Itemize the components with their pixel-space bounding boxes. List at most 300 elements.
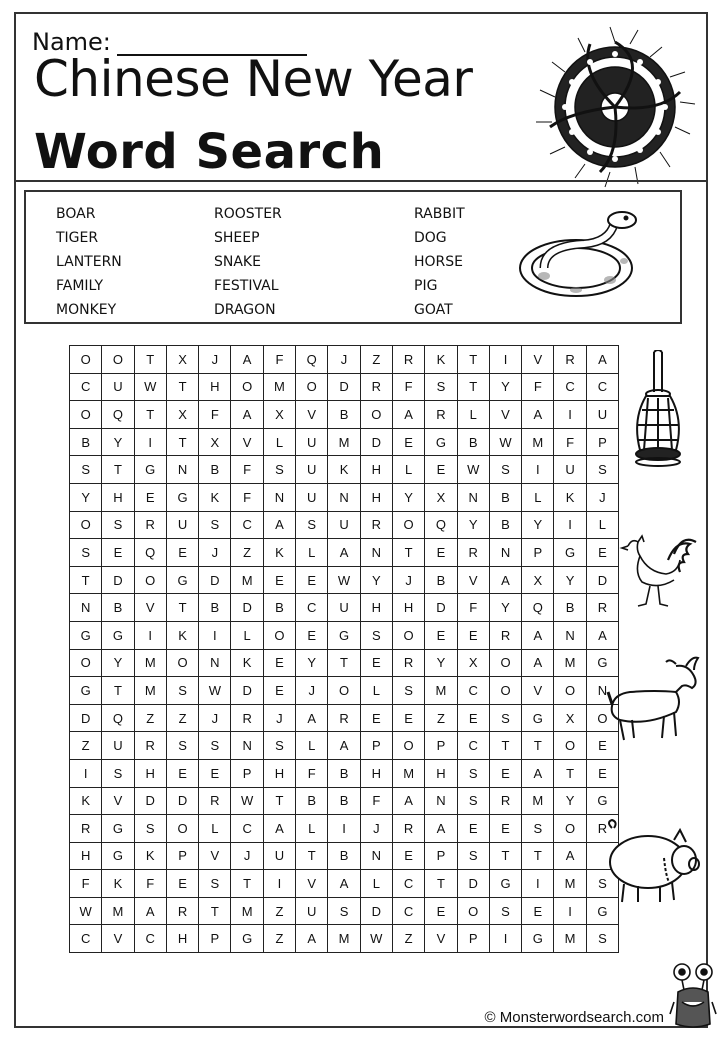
grid-cell[interactable]: J	[231, 842, 263, 870]
grid-cell[interactable]: G	[328, 621, 360, 649]
grid-cell[interactable]: N	[360, 842, 392, 870]
grid-cell[interactable]: B	[328, 759, 360, 787]
grid-cell[interactable]: K	[263, 539, 295, 567]
grid-cell[interactable]: S	[70, 539, 102, 567]
grid-cell[interactable]: Y	[296, 649, 328, 677]
grid-cell[interactable]: Z	[70, 732, 102, 760]
grid-cell[interactable]: O	[70, 649, 102, 677]
grid-cell[interactable]: O	[489, 677, 521, 705]
grid-cell[interactable]: J	[263, 704, 295, 732]
grid-cell[interactable]: A	[231, 401, 263, 429]
grid-cell[interactable]: O	[586, 704, 618, 732]
grid-cell[interactable]: K	[199, 483, 231, 511]
grid-cell[interactable]: N	[554, 621, 586, 649]
grid-cell[interactable]: I	[554, 511, 586, 539]
grid-cell[interactable]: F	[554, 428, 586, 456]
grid-cell[interactable]: I	[199, 621, 231, 649]
grid-cell[interactable]: R	[489, 787, 521, 815]
grid-cell[interactable]: W	[489, 428, 521, 456]
grid-cell[interactable]: A	[231, 346, 263, 374]
grid-cell[interactable]: A	[554, 842, 586, 870]
grid-cell[interactable]: E	[425, 621, 457, 649]
grid-cell[interactable]: A	[586, 346, 618, 374]
grid-cell[interactable]: G	[102, 621, 134, 649]
grid-cell[interactable]: Z	[166, 704, 198, 732]
grid-cell[interactable]: F	[134, 870, 166, 898]
grid-cell[interactable]: T	[522, 732, 554, 760]
grid-cell[interactable]: S	[457, 842, 489, 870]
grid-cell[interactable]: P	[425, 842, 457, 870]
grid-cell[interactable]: O	[296, 373, 328, 401]
grid-cell[interactable]: F	[522, 373, 554, 401]
grid-cell[interactable]: N	[586, 677, 618, 705]
grid-cell[interactable]: C	[586, 373, 618, 401]
grid-cell[interactable]: O	[392, 621, 424, 649]
grid-cell[interactable]: Y	[554, 787, 586, 815]
grid-cell[interactable]: B	[328, 787, 360, 815]
grid-cell[interactable]: L	[199, 815, 231, 843]
grid-cell[interactable]: E	[102, 539, 134, 567]
grid-cell[interactable]: J	[392, 566, 424, 594]
grid-cell[interactable]: D	[425, 594, 457, 622]
grid-cell[interactable]: E	[586, 759, 618, 787]
grid-cell[interactable]: V	[134, 594, 166, 622]
grid-cell[interactable]: M	[554, 649, 586, 677]
grid-cell[interactable]: T	[489, 732, 521, 760]
grid-cell[interactable]: H	[134, 759, 166, 787]
grid-cell[interactable]: P	[360, 732, 392, 760]
grid-cell[interactable]: E	[522, 897, 554, 925]
grid-cell[interactable]: S	[199, 511, 231, 539]
grid-cell[interactable]: R	[199, 787, 231, 815]
grid-cell[interactable]: X	[263, 401, 295, 429]
grid-cell[interactable]: M	[231, 566, 263, 594]
grid-cell[interactable]: B	[102, 594, 134, 622]
grid-cell[interactable]: M	[102, 897, 134, 925]
grid-cell[interactable]: Y	[522, 511, 554, 539]
grid-cell[interactable]: L	[360, 677, 392, 705]
grid-cell[interactable]: T	[134, 346, 166, 374]
grid-cell[interactable]: D	[231, 677, 263, 705]
grid-cell[interactable]: B	[70, 428, 102, 456]
grid-cell[interactable]: S	[586, 925, 618, 953]
grid-cell[interactable]: T	[457, 346, 489, 374]
grid-cell[interactable]: W	[360, 925, 392, 953]
grid-cell[interactable]: C	[554, 373, 586, 401]
grid-cell[interactable]: S	[296, 511, 328, 539]
grid-cell[interactable]: I	[328, 815, 360, 843]
grid-cell[interactable]: M	[554, 925, 586, 953]
grid-cell[interactable]: S	[457, 759, 489, 787]
grid-cell[interactable]: B	[199, 456, 231, 484]
grid-cell[interactable]: U	[586, 401, 618, 429]
grid-cell[interactable]: A	[392, 401, 424, 429]
grid-cell[interactable]: G	[489, 870, 521, 898]
grid-cell[interactable]: C	[231, 815, 263, 843]
grid-cell[interactable]: E	[166, 539, 198, 567]
grid-cell[interactable]: E	[296, 621, 328, 649]
grid-cell[interactable]: U	[166, 511, 198, 539]
grid-cell[interactable]: Y	[554, 566, 586, 594]
grid-cell[interactable]: U	[296, 456, 328, 484]
grid-cell[interactable]: N	[263, 483, 295, 511]
grid-cell[interactable]: T	[166, 373, 198, 401]
grid-cell[interactable]: R	[134, 732, 166, 760]
grid-cell[interactable]: S	[489, 456, 521, 484]
grid-cell[interactable]: E	[296, 566, 328, 594]
grid-cell[interactable]: Z	[392, 925, 424, 953]
grid-cell[interactable]: T	[522, 842, 554, 870]
grid-cell[interactable]: Q	[296, 346, 328, 374]
grid-cell[interactable]: A	[392, 787, 424, 815]
grid-cell[interactable]: R	[134, 511, 166, 539]
grid-cell[interactable]: D	[457, 870, 489, 898]
grid-cell[interactable]: E	[392, 842, 424, 870]
grid-cell[interactable]: W	[457, 456, 489, 484]
grid-cell[interactable]: A	[489, 566, 521, 594]
grid-cell[interactable]: F	[296, 759, 328, 787]
grid-cell[interactable]: E	[263, 566, 295, 594]
grid-cell[interactable]: F	[70, 870, 102, 898]
grid-cell[interactable]: N	[425, 787, 457, 815]
grid-cell[interactable]: E	[360, 649, 392, 677]
grid-cell[interactable]: J	[360, 815, 392, 843]
grid-cell[interactable]: O	[360, 401, 392, 429]
grid-cell[interactable]: B	[425, 566, 457, 594]
grid-cell[interactable]: B	[328, 842, 360, 870]
grid-cell[interactable]: U	[102, 373, 134, 401]
grid-cell[interactable]: Q	[134, 539, 166, 567]
grid-cell[interactable]: U	[296, 483, 328, 511]
grid-cell[interactable]: Z	[360, 346, 392, 374]
grid-cell[interactable]: N	[328, 483, 360, 511]
grid-cell[interactable]: X	[199, 428, 231, 456]
grid-cell[interactable]: V	[102, 925, 134, 953]
grid-cell[interactable]: A	[296, 925, 328, 953]
grid-cell[interactable]: Y	[102, 428, 134, 456]
grid-cell[interactable]: V	[199, 842, 231, 870]
grid-cell[interactable]: K	[425, 346, 457, 374]
grid-cell[interactable]: A	[425, 815, 457, 843]
grid-cell[interactable]: Q	[522, 594, 554, 622]
grid-cell[interactable]: X	[425, 483, 457, 511]
grid-cell[interactable]: I	[522, 456, 554, 484]
grid-cell[interactable]: L	[231, 621, 263, 649]
grid-cell[interactable]: S	[102, 511, 134, 539]
grid-cell[interactable]: W	[134, 373, 166, 401]
grid-cell[interactable]: L	[360, 870, 392, 898]
grid-cell[interactable]: N	[199, 649, 231, 677]
grid-cell[interactable]: I	[489, 346, 521, 374]
grid-cell[interactable]: O	[166, 815, 198, 843]
grid-cell[interactable]: M	[263, 373, 295, 401]
grid-cell[interactable]: E	[457, 704, 489, 732]
grid-cell[interactable]: N	[166, 456, 198, 484]
grid-cell[interactable]: V	[522, 677, 554, 705]
grid-cell[interactable]: V	[522, 346, 554, 374]
grid-cell[interactable]: X	[554, 704, 586, 732]
grid-cell[interactable]: D	[328, 373, 360, 401]
grid-cell[interactable]: E	[586, 539, 618, 567]
grid-cell[interactable]: V	[489, 401, 521, 429]
grid-cell[interactable]: F	[199, 401, 231, 429]
grid-cell[interactable]: R	[489, 621, 521, 649]
grid-cell[interactable]: K	[70, 787, 102, 815]
grid-cell[interactable]: G	[586, 897, 618, 925]
grid-cell[interactable]: R	[425, 401, 457, 429]
grid-cell[interactable]: M	[328, 925, 360, 953]
grid-cell[interactable]: S	[199, 870, 231, 898]
grid-cell[interactable]: Y	[392, 483, 424, 511]
grid-cell[interactable]: E	[392, 428, 424, 456]
grid-cell[interactable]: L	[263, 428, 295, 456]
grid-cell[interactable]: H	[360, 594, 392, 622]
grid-cell[interactable]: Q	[102, 401, 134, 429]
grid-cell[interactable]: E	[425, 897, 457, 925]
grid-cell[interactable]: Z	[231, 539, 263, 567]
grid-cell[interactable]: D	[199, 566, 231, 594]
grid-cell[interactable]: K	[554, 483, 586, 511]
grid-cell[interactable]: C	[392, 897, 424, 925]
grid-cell[interactable]: S	[489, 897, 521, 925]
grid-cell[interactable]: M	[425, 677, 457, 705]
grid-cell[interactable]: F	[360, 787, 392, 815]
grid-cell[interactable]: R	[166, 897, 198, 925]
grid-cell[interactable]: F	[457, 594, 489, 622]
grid-cell[interactable]: U	[328, 511, 360, 539]
grid-cell[interactable]: S	[263, 456, 295, 484]
grid-cell[interactable]: X	[457, 649, 489, 677]
grid-cell[interactable]: O	[231, 373, 263, 401]
grid-cell[interactable]: I	[522, 870, 554, 898]
grid-cell[interactable]: D	[360, 897, 392, 925]
grid-cell[interactable]: K	[134, 842, 166, 870]
grid-cell[interactable]: Y	[489, 594, 521, 622]
grid-cell[interactable]: A	[134, 897, 166, 925]
grid-cell[interactable]: C	[457, 732, 489, 760]
copyright-footer[interactable]: © Monsterwordsearch.com	[484, 1009, 664, 1026]
grid-cell[interactable]: A	[328, 870, 360, 898]
grid-cell[interactable]: B	[489, 511, 521, 539]
grid-cell[interactable]: G	[102, 815, 134, 843]
grid-cell[interactable]: D	[134, 787, 166, 815]
grid-cell[interactable]: C	[457, 677, 489, 705]
grid-cell[interactable]: A	[296, 704, 328, 732]
grid-cell[interactable]: S	[489, 704, 521, 732]
grid-cell[interactable]: T	[425, 870, 457, 898]
grid-cell[interactable]: K	[328, 456, 360, 484]
grid-cell[interactable]: N	[231, 732, 263, 760]
grid-cell[interactable]: S	[70, 456, 102, 484]
grid-cell[interactable]: R	[70, 815, 102, 843]
grid-cell[interactable]: P	[586, 428, 618, 456]
grid-cell[interactable]: N	[457, 483, 489, 511]
grid-cell[interactable]: D	[166, 787, 198, 815]
grid-cell[interactable]: A	[328, 539, 360, 567]
grid-cell[interactable]: L	[457, 401, 489, 429]
grid-cell[interactable]: Y	[425, 649, 457, 677]
grid-cell[interactable]: R	[231, 704, 263, 732]
grid-cell[interactable]: S	[102, 759, 134, 787]
grid-cell[interactable]: E	[166, 759, 198, 787]
grid-cell[interactable]: I	[134, 621, 166, 649]
grid-cell[interactable]: L	[586, 511, 618, 539]
grid-cell[interactable]: D	[360, 428, 392, 456]
grid-cell[interactable]: I	[70, 759, 102, 787]
grid-cell[interactable]: O	[457, 897, 489, 925]
grid-cell[interactable]: C	[231, 511, 263, 539]
grid-cell[interactable]: H	[102, 483, 134, 511]
grid-cell[interactable]: R	[586, 594, 618, 622]
grid-cell[interactable]: T	[70, 566, 102, 594]
grid-cell[interactable]: C	[70, 925, 102, 953]
grid-cell[interactable]: O	[392, 732, 424, 760]
grid-cell[interactable]: N	[489, 539, 521, 567]
grid-cell[interactable]: R	[554, 346, 586, 374]
grid-cell[interactable]: F	[392, 373, 424, 401]
grid-cell[interactable]: A	[522, 401, 554, 429]
grid-cell[interactable]: H	[392, 594, 424, 622]
grid-cell[interactable]: Z	[134, 704, 166, 732]
grid-cell[interactable]: S	[166, 677, 198, 705]
grid-cell[interactable]: T	[296, 842, 328, 870]
grid-cell[interactable]: E	[199, 759, 231, 787]
grid-cell[interactable]: X	[166, 346, 198, 374]
grid-cell[interactable]: J	[199, 539, 231, 567]
grid-cell[interactable]: I	[554, 401, 586, 429]
grid-cell[interactable]: G	[522, 925, 554, 953]
grid-cell[interactable]: V	[296, 870, 328, 898]
grid-cell[interactable]: E	[425, 539, 457, 567]
grid-cell[interactable]: N	[70, 594, 102, 622]
grid-cell[interactable]: L	[296, 815, 328, 843]
grid-cell[interactable]: L	[392, 456, 424, 484]
grid-cell[interactable]: G	[522, 704, 554, 732]
grid-cell[interactable]: E	[134, 483, 166, 511]
grid-cell[interactable]: T	[102, 677, 134, 705]
grid-cell[interactable]: F	[231, 483, 263, 511]
grid-cell[interactable]: P	[231, 759, 263, 787]
grid-cell[interactable]: M	[134, 677, 166, 705]
grid-cell[interactable]: K	[231, 649, 263, 677]
grid-cell[interactable]: D	[70, 704, 102, 732]
grid-cell[interactable]: C	[70, 373, 102, 401]
grid-cell[interactable]: E	[425, 456, 457, 484]
grid-cell[interactable]: L	[296, 732, 328, 760]
grid-cell[interactable]: J	[296, 677, 328, 705]
grid-cell[interactable]: E	[457, 621, 489, 649]
grid-cell[interactable]: G	[425, 428, 457, 456]
grid-cell[interactable]: G	[554, 539, 586, 567]
grid-cell[interactable]: H	[360, 759, 392, 787]
grid-cell[interactable]: W	[70, 897, 102, 925]
grid-cell[interactable]: V	[457, 566, 489, 594]
grid-cell[interactable]: B	[554, 594, 586, 622]
grid-cell[interactable]: P	[425, 732, 457, 760]
grid-cell[interactable]: T	[263, 787, 295, 815]
grid-cell[interactable]: Z	[263, 925, 295, 953]
grid-cell[interactable]: M	[522, 787, 554, 815]
grid-cell[interactable]: W	[199, 677, 231, 705]
grid-cell[interactable]: U	[328, 594, 360, 622]
grid-cell[interactable]: M	[392, 759, 424, 787]
grid-cell[interactable]: P	[522, 539, 554, 567]
grid-cell[interactable]: S	[522, 815, 554, 843]
grid-cell[interactable]: Y	[489, 373, 521, 401]
grid-cell[interactable]: T	[392, 539, 424, 567]
grid-cell[interactable]: O	[392, 511, 424, 539]
grid-cell[interactable]: B	[457, 428, 489, 456]
grid-cell[interactable]: J	[586, 483, 618, 511]
grid-cell[interactable]: T	[166, 594, 198, 622]
grid-cell[interactable]: G	[586, 649, 618, 677]
grid-cell[interactable]: E	[586, 732, 618, 760]
grid-cell[interactable]: X	[522, 566, 554, 594]
grid-cell[interactable]: G	[70, 677, 102, 705]
grid-cell[interactable]: Q	[425, 511, 457, 539]
grid-cell[interactable]: S	[360, 621, 392, 649]
grid-cell[interactable]: T	[102, 456, 134, 484]
grid-cell[interactable]: U	[102, 732, 134, 760]
grid-cell[interactable]: C	[392, 870, 424, 898]
grid-cell[interactable]: R	[457, 539, 489, 567]
grid-cell[interactable]: E	[392, 704, 424, 732]
grid-cell[interactable]: E	[263, 649, 295, 677]
grid-cell[interactable]: E	[489, 815, 521, 843]
grid-cell[interactable]: G	[70, 621, 102, 649]
grid-cell[interactable]: I	[134, 428, 166, 456]
grid-cell[interactable]: F	[263, 346, 295, 374]
grid-cell[interactable]: L	[296, 539, 328, 567]
grid-cell[interactable]: O	[554, 732, 586, 760]
grid-cell[interactable]: R	[392, 815, 424, 843]
grid-cell[interactable]: S	[263, 732, 295, 760]
grid-cell[interactable]: A	[522, 649, 554, 677]
grid-cell[interactable]: O	[70, 346, 102, 374]
grid-cell[interactable]: Q	[102, 704, 134, 732]
grid-cell[interactable]: M	[328, 428, 360, 456]
grid-cell[interactable]: B	[199, 594, 231, 622]
grid-cell[interactable]: W	[231, 787, 263, 815]
grid-cell[interactable]: O	[166, 649, 198, 677]
grid-cell[interactable]: J	[199, 704, 231, 732]
grid-cell[interactable]: U	[554, 456, 586, 484]
grid-cell[interactable]: O	[328, 677, 360, 705]
grid-cell[interactable]: G	[166, 483, 198, 511]
grid-cell[interactable]: E	[263, 677, 295, 705]
grid-cell[interactable]: R	[360, 373, 392, 401]
grid-cell[interactable]: M	[134, 649, 166, 677]
grid-cell[interactable]: V	[296, 401, 328, 429]
grid-cell[interactable]: P	[457, 925, 489, 953]
grid-cell[interactable]: C	[296, 594, 328, 622]
grid-cell[interactable]: M	[522, 428, 554, 456]
grid-cell[interactable]: S	[586, 870, 618, 898]
grid-cell[interactable]: S	[586, 456, 618, 484]
grid-cell[interactable]: M	[554, 870, 586, 898]
grid-cell[interactable]: Z	[263, 897, 295, 925]
grid-cell[interactable]: A	[328, 732, 360, 760]
grid-cell[interactable]: B	[296, 787, 328, 815]
grid-cell[interactable]: Y	[70, 483, 102, 511]
grid-cell[interactable]: T	[554, 759, 586, 787]
grid-cell[interactable]: A	[522, 621, 554, 649]
grid-cell[interactable]: B	[263, 594, 295, 622]
grid-cell[interactable]: K	[102, 870, 134, 898]
grid-cell[interactable]: E	[166, 870, 198, 898]
grid-cell[interactable]: G	[166, 566, 198, 594]
grid-cell[interactable]: S	[457, 787, 489, 815]
